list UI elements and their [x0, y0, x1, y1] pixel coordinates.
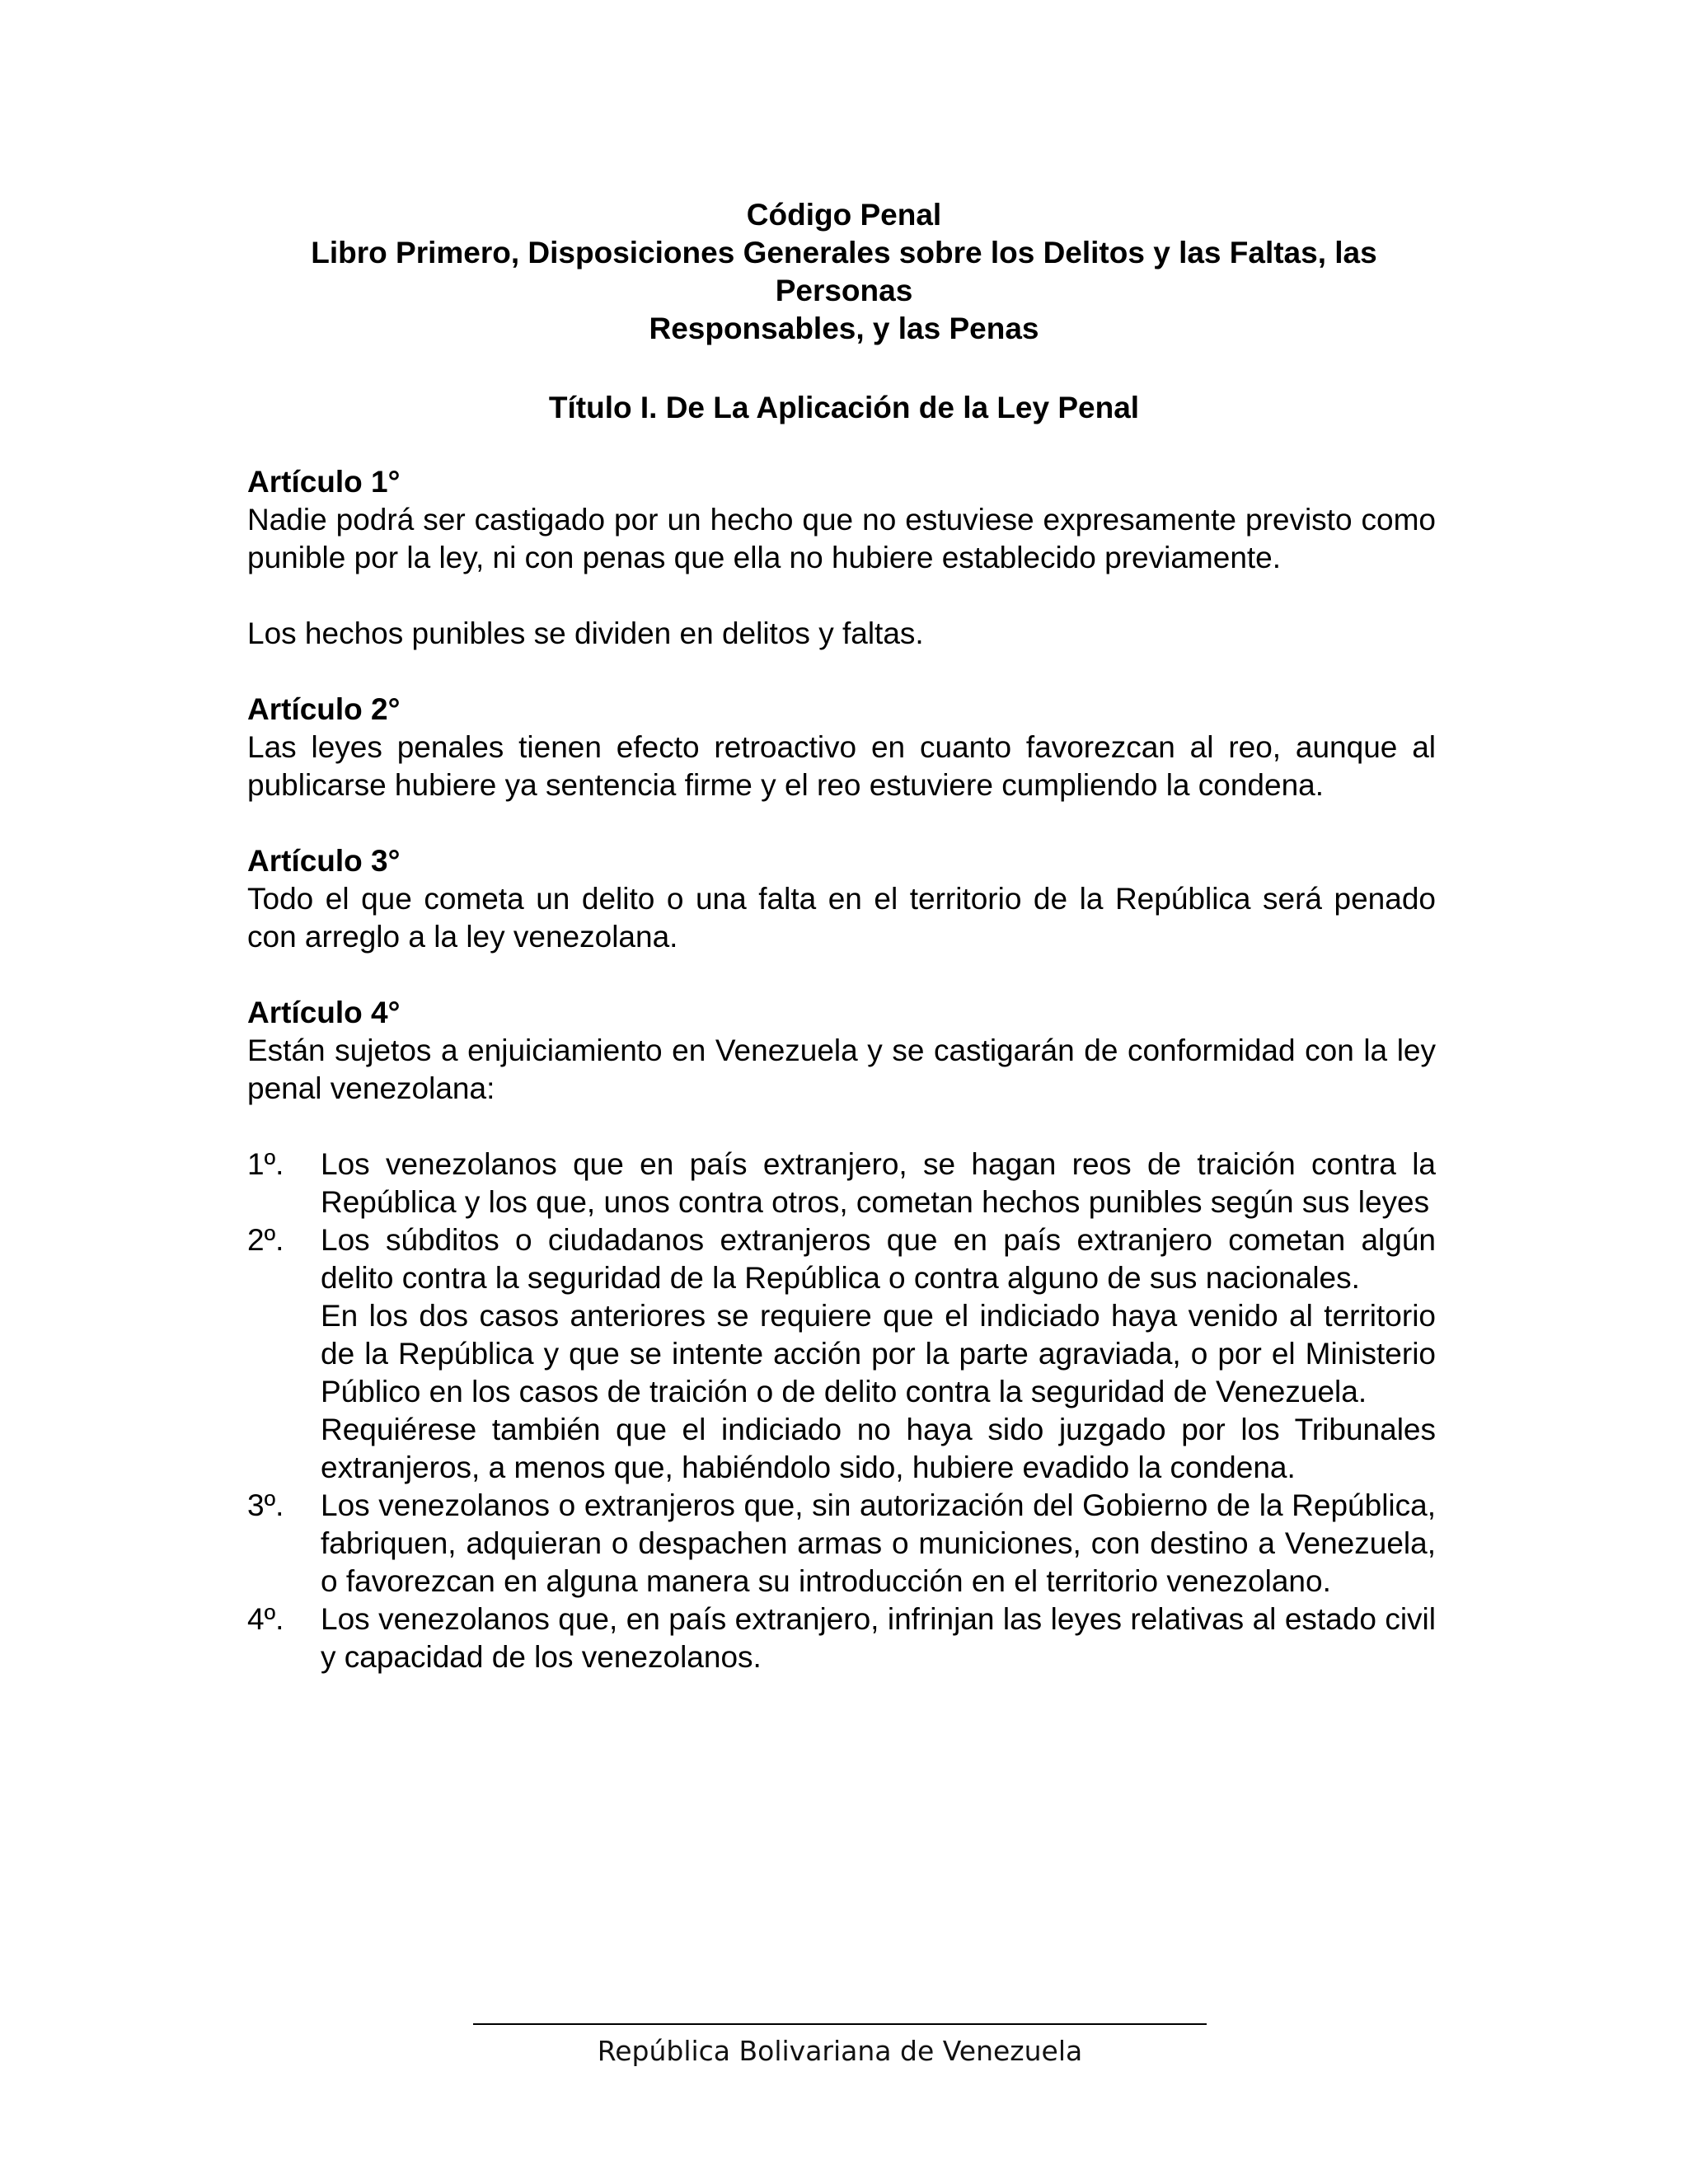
list-item-number: 3º. — [247, 1488, 284, 1522]
list-item-body — [321, 1146, 1436, 1221]
list-item-body — [321, 1601, 1436, 1676]
article-4 — [247, 994, 1436, 1676]
list-item-paragraph: Los súbditos o ciudadanos extranjeros que en país extranjero cometan algún delito contra la seguridad de la República o contra alguno de sus nacionales. — [321, 1223, 1436, 1295]
article-heading: Artículo 4° — [247, 996, 401, 1029]
header-line-2: Libro Primero, Disposiciones Generales sobre los Delitos y las Faltas, las — [311, 236, 1377, 269]
footer-divider — [473, 2023, 1207, 2025]
article-2 — [247, 691, 1436, 804]
article-heading: Artículo 2° — [247, 692, 401, 726]
article-1 — [247, 463, 1436, 653]
list-item — [247, 1146, 1436, 1221]
article-paragraph: Están sujetos a enjuiciamiento en Venezuela y se castigarán de conformidad con la ley penal venezolana: — [247, 1033, 1436, 1105]
list-item — [247, 1601, 1436, 1676]
document-header — [247, 196, 1441, 348]
header-line-1: Código Penal — [746, 198, 942, 232]
list-item — [247, 1221, 1436, 1487]
article-heading: Artículo 1° — [247, 465, 401, 499]
list-item-paragraph: En los dos casos anteriores se requiere que el indiciado haya venido al territorio de la República y que se intente acción por la parte agraviada, o por el Ministerio Público en los casos de traición o de delito contra la seguridad de Venezuela. — [321, 1299, 1436, 1408]
page-footer: República Bolivariana de Venezuela — [597, 2035, 1083, 2067]
list-item-paragraph: Los venezolanos que, en país extranjero, infrinjan las leyes relativas al estado civil y capacidad de los venezolanos. — [321, 1602, 1436, 1674]
article-paragraph: Nadie podrá ser castigado por un hecho que no estuviese expresamente previsto como punible por la ley, ni con penas que ella no hubiere establecido previamente. — [247, 503, 1436, 574]
list-item-body — [321, 1221, 1436, 1487]
list-item-paragraph: Los venezolanos o extranjeros que, sin autorización del Gobierno de la República, fabriquen, adquieran o despachen armas o municiones, con destino a Venezuela, o favorezcan en alguna manera su introducción en el territorio venezolano. — [321, 1488, 1436, 1598]
header-line-3: Personas — [775, 274, 913, 307]
list-item-number: 4º. — [247, 1602, 284, 1636]
list-item-body — [321, 1487, 1436, 1601]
section-title: Título I. De La Aplicación de la Ley Penal — [548, 391, 1140, 424]
list-item-paragraph: Requiérese también que el indiciado no haya sido juzgado por los Tribunales extranjeros, a menos que, habiéndolo sido, hubiere evadido la condena. — [321, 1413, 1436, 1484]
document-body — [247, 463, 1436, 1676]
article-heading: Artículo 3° — [247, 844, 401, 878]
article-3 — [247, 842, 1436, 956]
list-item-paragraph: Los venezolanos que en país extranjero, se hagan reos de traición contra la República y los que, unos contra otros, cometan hechos punibles según sus leyes — [321, 1147, 1436, 1219]
article-paragraph: Todo el que cometa un delito o una falta en el territorio de la República será penado con arreglo a la ley venezolana. — [247, 882, 1436, 954]
header-line-4: Responsables, y las Penas — [649, 312, 1039, 345]
list-item — [247, 1487, 1436, 1601]
list-item-number: 2º. — [247, 1223, 284, 1257]
article-paragraph: Las leyes penales tienen efecto retroactivo en cuanto favorezcan al reo, aunque al publicarse hubiere ya sentencia firme y el reo estuviere cumpliendo la condena. — [247, 730, 1436, 802]
list-item-number: 1º. — [247, 1147, 284, 1181]
article-paragraph: Los hechos punibles se dividen en delitos y faltas. — [247, 616, 924, 650]
